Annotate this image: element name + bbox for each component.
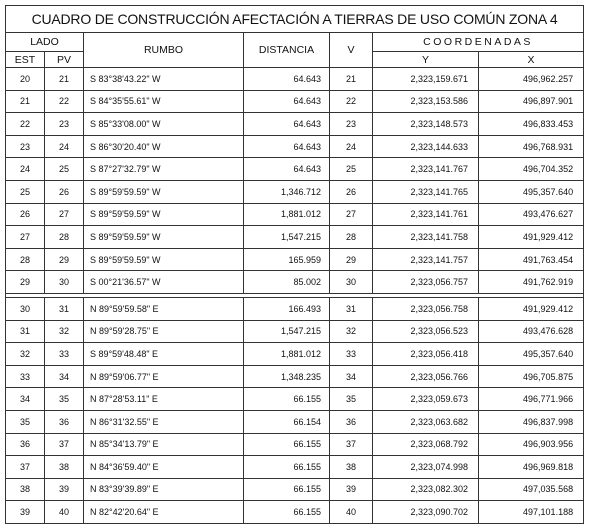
cell-rumbo: N 87°28'53.11" E [84, 388, 244, 411]
cell-x: 496,962.257 [479, 68, 584, 91]
cell-pv: 28 [45, 226, 84, 249]
cell-y: 2,323,056.523 [373, 320, 479, 343]
cell-y: 2,323,144.633 [373, 135, 479, 158]
cell-rumbo: N 89°59'06.77" E [84, 365, 244, 388]
cell-pv: 32 [45, 320, 84, 343]
table-row [6, 501, 584, 524]
cell-x: 493,476.627 [479, 203, 584, 226]
cell-v: 21 [330, 68, 373, 91]
cell-distancia: 85.002 [244, 271, 330, 294]
cell-x: 497,035.568 [479, 478, 584, 501]
table-row [6, 68, 584, 91]
cell-y: 2,323,082.302 [373, 478, 479, 501]
cell-y: 2,323,141.765 [373, 180, 479, 203]
table-row [6, 410, 584, 433]
cell-v: 38 [330, 456, 373, 479]
cell-x: 491,929.412 [479, 226, 584, 249]
table-row [6, 203, 584, 226]
cell-rumbo: S 00°21'36.57" W [84, 271, 244, 294]
cell-pv: 23 [45, 113, 84, 136]
table-row [6, 158, 584, 181]
cell-v: 28 [330, 226, 373, 249]
cell-v: 23 [330, 113, 373, 136]
cell-pv: 35 [45, 388, 84, 411]
cell-v: 26 [330, 180, 373, 203]
cell-pv: 34 [45, 365, 84, 388]
cell-est: 30 [6, 297, 45, 320]
cell-distancia: 66.155 [244, 456, 330, 479]
cell-x: 495,357.640 [479, 180, 584, 203]
cell-pv: 22 [45, 90, 84, 113]
cell-x: 495,357.640 [479, 343, 584, 366]
cell-pv: 36 [45, 410, 84, 433]
cell-x: 496,768.931 [479, 135, 584, 158]
cell-v: 37 [330, 433, 373, 456]
header-lado: LADO [6, 33, 84, 52]
cell-v: 32 [330, 320, 373, 343]
cell-v: 30 [330, 271, 373, 294]
cell-y: 2,323,056.766 [373, 365, 479, 388]
cell-x: 496,969.818 [479, 456, 584, 479]
table-title: CUADRO DE CONSTRUCCIÓN AFECTACIÓN A TIERRAS DE USO COMÚN ZONA 4 [6, 6, 584, 33]
cell-est: 37 [6, 456, 45, 479]
header-coordenadas: COORDENADAS [373, 33, 584, 52]
cell-distancia: 1,547.215 [244, 226, 330, 249]
cell-rumbo: N 83°39'39.89" E [84, 478, 244, 501]
cell-y: 2,323,159.671 [373, 68, 479, 91]
cell-rumbo: S 87°27'32.79" W [84, 158, 244, 181]
cell-y: 2,323,141.758 [373, 226, 479, 249]
cell-distancia: 64.643 [244, 135, 330, 158]
cell-y: 2,323,074.998 [373, 456, 479, 479]
cell-distancia: 64.643 [244, 158, 330, 181]
cell-est: 33 [6, 365, 45, 388]
cell-rumbo: N 85°34'13.79" E [84, 433, 244, 456]
cell-rumbo: S 89°59'59.59" W [84, 226, 244, 249]
cell-rumbo: S 85°33'08.00" W [84, 113, 244, 136]
cell-est: 32 [6, 343, 45, 366]
cell-pv: 39 [45, 478, 84, 501]
cell-est: 38 [6, 478, 45, 501]
cell-y: 2,323,153.586 [373, 90, 479, 113]
cell-rumbo: S 83°38'43.22" W [84, 68, 244, 91]
table-row [6, 271, 584, 294]
construction-table [5, 5, 584, 524]
cell-x: 496,837.998 [479, 410, 584, 433]
cell-x: 496,771.966 [479, 388, 584, 411]
cell-rumbo: N 89°59'59.58" E [84, 297, 244, 320]
cell-v: 27 [330, 203, 373, 226]
table-row [6, 135, 584, 158]
cell-est: 35 [6, 410, 45, 433]
cell-distancia: 66.155 [244, 501, 330, 524]
table-body-a [6, 68, 584, 294]
cell-rumbo: S 89°59'48.48" E [84, 343, 244, 366]
cell-y: 2,323,063.682 [373, 410, 479, 433]
cell-distancia: 1,346.712 [244, 180, 330, 203]
header-x: X [479, 52, 584, 68]
table-row [6, 180, 584, 203]
cell-v: 36 [330, 410, 373, 433]
cell-est: 20 [6, 68, 45, 91]
header-est: EST [6, 52, 45, 68]
cell-distancia: 64.643 [244, 90, 330, 113]
cell-est: 21 [6, 90, 45, 113]
cell-v: 35 [330, 388, 373, 411]
cell-rumbo: N 82°42'20.64" E [84, 501, 244, 524]
cell-rumbo: N 86°31'32.55" E [84, 410, 244, 433]
cell-rumbo: S 89°59'59.59" W [84, 203, 244, 226]
cell-pv: 38 [45, 456, 84, 479]
header-v: V [330, 33, 373, 68]
cell-rumbo: S 84°35'55.61" W [84, 90, 244, 113]
cell-y: 2,323,059.673 [373, 388, 479, 411]
cell-est: 24 [6, 158, 45, 181]
construction-table-sheet [5, 5, 583, 521]
cell-rumbo: S 86°30'20.40" W [84, 135, 244, 158]
cell-est: 36 [6, 433, 45, 456]
cell-pv: 29 [45, 248, 84, 271]
cell-x: 496,833.453 [479, 113, 584, 136]
cell-y: 2,323,056.418 [373, 343, 479, 366]
cell-pv: 25 [45, 158, 84, 181]
cell-x: 491,929.412 [479, 297, 584, 320]
cell-distancia: 1,881.012 [244, 343, 330, 366]
cell-est: 22 [6, 113, 45, 136]
table-row [6, 90, 584, 113]
table-row [6, 365, 584, 388]
table-row [6, 433, 584, 456]
cell-rumbo: N 84°36'59.40" E [84, 456, 244, 479]
cell-y: 2,323,056.757 [373, 271, 479, 294]
table-row [6, 456, 584, 479]
cell-pv: 26 [45, 180, 84, 203]
cell-v: 22 [330, 90, 373, 113]
header-pv: PV [45, 52, 84, 68]
title-row [6, 6, 584, 33]
cell-x: 497,101.188 [479, 501, 584, 524]
cell-rumbo: S 89°59'59.59" W [84, 248, 244, 271]
cell-y: 2,323,148.573 [373, 113, 479, 136]
cell-x: 496,704.352 [479, 158, 584, 181]
cell-x: 493,476.628 [479, 320, 584, 343]
header-distancia: DISTANCIA [244, 33, 330, 68]
table-row [6, 297, 584, 320]
cell-pv: 40 [45, 501, 84, 524]
cell-v: 40 [330, 501, 373, 524]
cell-distancia: 1,547.215 [244, 320, 330, 343]
table-body-b [6, 297, 584, 523]
cell-est: 34 [6, 388, 45, 411]
cell-distancia: 66.155 [244, 433, 330, 456]
cell-v: 39 [330, 478, 373, 501]
cell-pv: 24 [45, 135, 84, 158]
cell-distancia: 66.155 [244, 388, 330, 411]
header-y: Y [373, 52, 479, 68]
cell-v: 29 [330, 248, 373, 271]
table-row [6, 320, 584, 343]
cell-y: 2,323,141.767 [373, 158, 479, 181]
cell-v: 25 [330, 158, 373, 181]
header-rumbo: RUMBO [84, 33, 244, 68]
cell-y: 2,323,141.761 [373, 203, 479, 226]
table-row [6, 226, 584, 249]
table-row [6, 388, 584, 411]
cell-y: 2,323,141.757 [373, 248, 479, 271]
cell-v: 33 [330, 343, 373, 366]
table-row [6, 248, 584, 271]
cell-est: 26 [6, 203, 45, 226]
cell-est: 23 [6, 135, 45, 158]
cell-est: 27 [6, 226, 45, 249]
cell-est: 29 [6, 271, 45, 294]
cell-x: 491,762.919 [479, 271, 584, 294]
cell-pv: 33 [45, 343, 84, 366]
cell-distancia: 64.643 [244, 113, 330, 136]
cell-distancia: 1,881.012 [244, 203, 330, 226]
cell-v: 31 [330, 297, 373, 320]
cell-pv: 37 [45, 433, 84, 456]
cell-distancia: 166.493 [244, 297, 330, 320]
table-row [6, 478, 584, 501]
cell-pv: 31 [45, 297, 84, 320]
cell-distancia: 64.643 [244, 68, 330, 91]
table-row [6, 343, 584, 366]
cell-pv: 27 [45, 203, 84, 226]
cell-distancia: 165.959 [244, 248, 330, 271]
cell-distancia: 1,348.235 [244, 365, 330, 388]
cell-x: 491,763.454 [479, 248, 584, 271]
cell-x: 496,705.875 [479, 365, 584, 388]
cell-x: 496,897.901 [479, 90, 584, 113]
cell-y: 2,323,090.702 [373, 501, 479, 524]
cell-y: 2,323,068.792 [373, 433, 479, 456]
cell-x: 496,903.956 [479, 433, 584, 456]
cell-pv: 30 [45, 271, 84, 294]
cell-distancia: 66.154 [244, 410, 330, 433]
header-row-1 [6, 33, 584, 52]
cell-est: 25 [6, 180, 45, 203]
cell-rumbo: N 89°59'28.75" E [84, 320, 244, 343]
cell-distancia: 66.155 [244, 478, 330, 501]
cell-v: 24 [330, 135, 373, 158]
cell-est: 28 [6, 248, 45, 271]
cell-est: 39 [6, 501, 45, 524]
cell-v: 34 [330, 365, 373, 388]
cell-y: 2,323,056.758 [373, 297, 479, 320]
cell-rumbo: S 89°59'59.59" W [84, 180, 244, 203]
cell-pv: 21 [45, 68, 84, 91]
table-row [6, 113, 584, 136]
cell-est: 31 [6, 320, 45, 343]
